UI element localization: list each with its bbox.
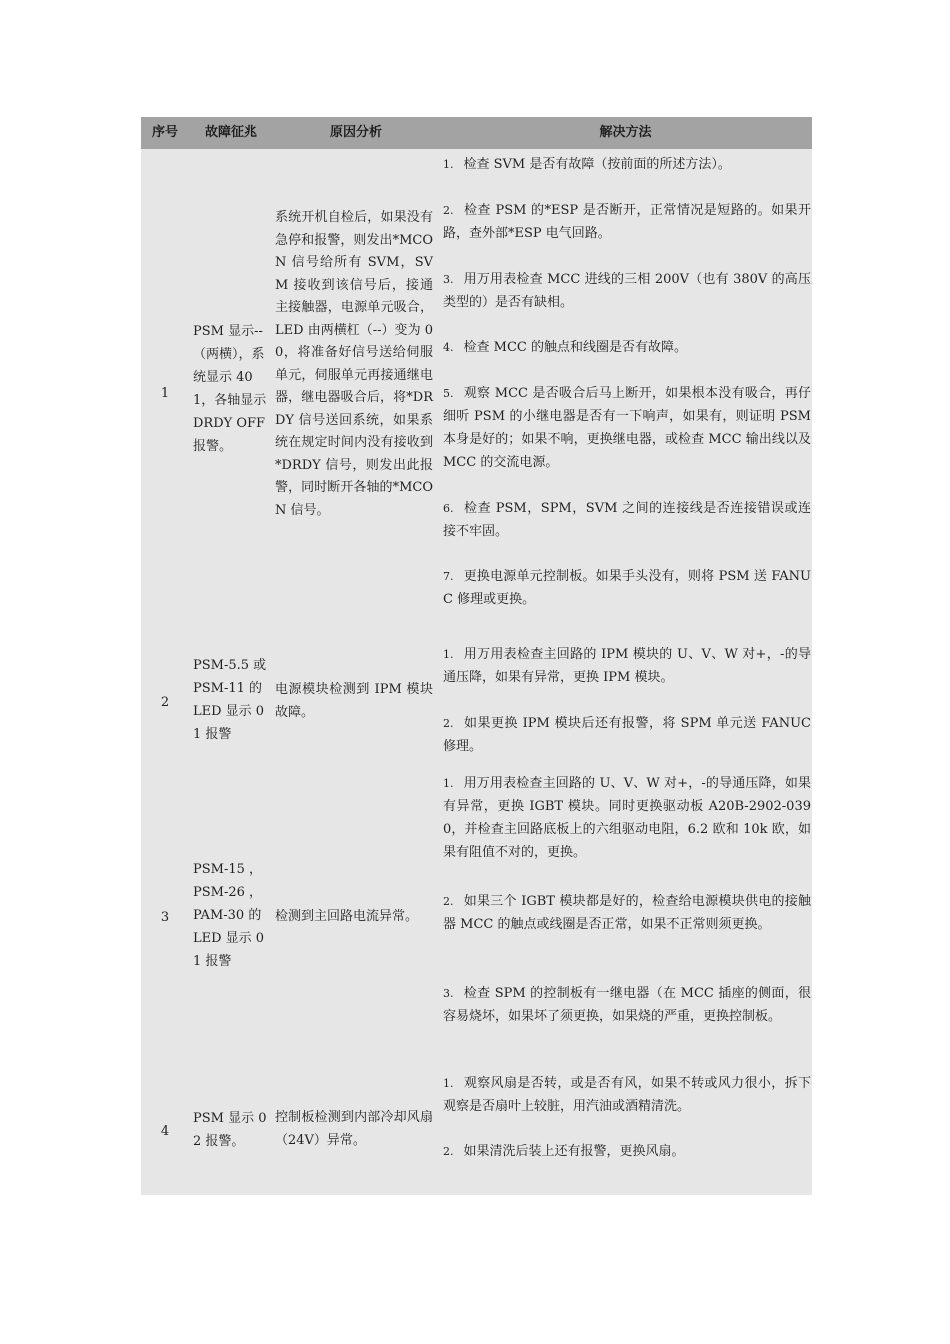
row-cause: 电源模块检测到 IPM 模块故障。 bbox=[275, 682, 433, 720]
solution-step: 2. 如果三个 IGBT 模块都是好的，检查给电源模块供电的接触器 MCC 的触点或线圈是否正常，如果不正常则须更换。 bbox=[443, 894, 811, 932]
solution-step: 7. 更换电源单元控制板。如果手头没有，则将 PSM 送 FANUC 修理或更换。 bbox=[443, 569, 811, 607]
header-no: 序号 bbox=[151, 125, 178, 140]
solution-step: 2. 检查 PSM 的*ESP 是否断开，正常情况是短路的。如果开路，查外部*ESP 电气回路。 bbox=[443, 203, 811, 241]
solution-step: 1. 检查 SVM 是否有故障（按前面的所述方法）。 bbox=[443, 157, 731, 172]
row-number: 1 bbox=[160, 386, 170, 401]
header-cause: 原因分析 bbox=[329, 125, 382, 140]
row-symptom: PSM-5.5 或 PSM-11 的 LED 显示 01 报警 bbox=[193, 658, 267, 742]
solution-step: 6. 检查 PSM，SPM，SVM 之间的连接线是否连接错误或连接不牢固。 bbox=[443, 501, 811, 539]
solution-step: 1. 用万用表检查主回路的 IPM 模块的 U、V、W 对+，-的导通压降，如果有异常，更换 IPM 模块。 bbox=[443, 647, 811, 685]
row-symptom: PSM 显示--（两横），系统显示 401，各轴显示 DRDY OFF 报警。 bbox=[193, 324, 267, 454]
solution-step: 1. 用万用表检查主回路的 U、V、W 对+，-的导通压降，如果有异常，更换 IGBT 模块。同时更换驱动板 A20B-2902-0390，并检查主回路底板上的六组驱动电阻，6.2 欧和 10k 欧，如果有阻值不对的，更换。 bbox=[443, 776, 811, 860]
row-symptom: PSM 显示 02 报警。 bbox=[193, 1111, 267, 1149]
solution-step: 3. 检查 SPM 的控制板有一继电器（在 MCC 插座的侧面，很容易烧坏，如果坏了须更换，如果烧的严重，更换控制板。 bbox=[443, 986, 811, 1024]
row-number: 2 bbox=[160, 695, 170, 710]
table-header bbox=[141, 117, 812, 149]
solution-step: 5. 观察 MCC 是否吸合后马上断开，如果根本没有吸合，再仔细听 PSM 的小继电器是否有一下响声，如果有，则证明 PSM 本身是好的；如果不响，更换继电器，或检查 MCC 输出线以及 MCC 的交流电源。 bbox=[443, 386, 811, 470]
row-cause: 控制板检测到内部冷却风扇（24V）异常。 bbox=[275, 1110, 433, 1148]
header-solution: 解决方法 bbox=[599, 125, 652, 140]
row-cause: 检测到主回路电流异常。 bbox=[275, 909, 419, 924]
solution-step: 4. 检查 MCC 的触点和线圈是否有故障。 bbox=[443, 340, 687, 355]
row-symptom: PSM-15 ，PSM-26 ，PAM-30 的 LED 显示 01 报警 bbox=[193, 862, 265, 969]
solution-step: 2. 如果清洗后装上还有报警，更换风扇。 bbox=[443, 1144, 685, 1159]
solution-step: 1. 观察风扇是否转，或是否有风，如果不转或风力很小，拆下观察是否扇叶上较脏，用汽油或酒精清洗。 bbox=[443, 1076, 811, 1114]
solution-step: 3. 用万用表检查 MCC 进线的三相 200V（也有 380V 的高压类型的）是否有缺相。 bbox=[443, 272, 811, 310]
row-cause: 系统开机自检后，如果没有急停和报警，则发出*MCON 信号给所有 SVM，SVM 接收到该信号后，接通主接触器，电源单元吸合，LED 由两横杠（--）变为 00，将准备好信号送给伺服单元，伺服单元再接通继电器，继电器吸合后，将*DRDY 信号送回系统，如果系统在规定时间内没有接收到*DRDY 信号，则发出此报警，同时断开各轴的*MCON 信号。 bbox=[275, 210, 433, 518]
header-symptom: 故障征兆 bbox=[204, 125, 257, 140]
row-number: 3 bbox=[160, 910, 170, 925]
fault-table bbox=[141, 117, 812, 1195]
solution-step: 2. 如果更换 IPM 模块后还有报警，将 SPM 单元送 FANUC 修理。 bbox=[443, 716, 811, 754]
row-number: 4 bbox=[160, 1124, 170, 1139]
